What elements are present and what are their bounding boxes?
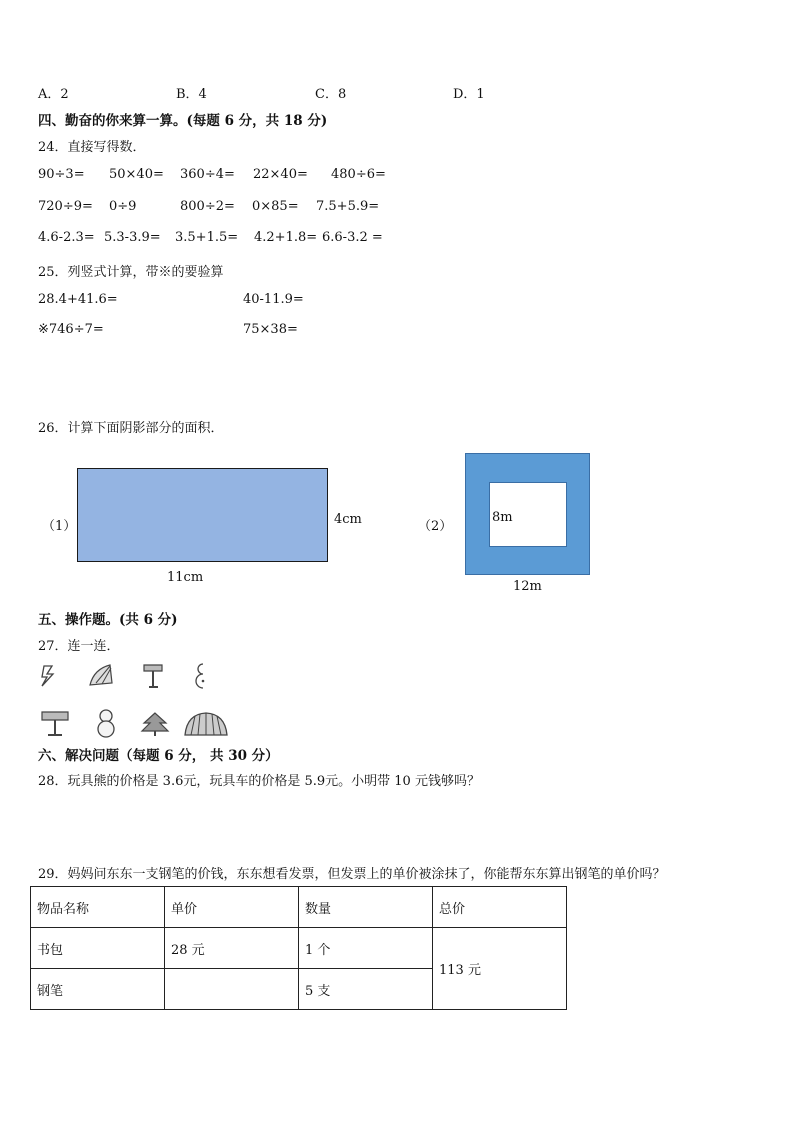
shaded-rectangle [77, 468, 328, 562]
table-header-cell: 单价 [165, 887, 299, 928]
calc-item: 22×40= [253, 167, 308, 182]
calc-item: 6.6-3.2 = [322, 230, 383, 245]
calc-item: 5.3-3.9= [104, 230, 161, 245]
table-row [31, 928, 567, 969]
figure-1-width-label: 11cm [167, 570, 204, 585]
table-cell: 书包 [31, 928, 165, 969]
umbrella-icon [183, 711, 229, 739]
shaded-square-frame [465, 453, 590, 575]
figure-2-tag: （2） [418, 519, 453, 534]
unit-price-blank-cell [165, 969, 299, 1010]
half-table-lamp-icon [142, 663, 164, 689]
vertical-calc-item: 75×38= [243, 322, 298, 337]
section-5-title: 五、操作题。(共 6 分) [38, 612, 178, 628]
calc-item: 4.6-2.3= [38, 230, 95, 245]
option-b: B．4 [176, 87, 207, 102]
table-header-row [31, 887, 567, 928]
figure-2-inner-label: 8m [492, 510, 513, 525]
tree-icon [140, 711, 170, 737]
section-4-title: 四、勤奋的你来算一算。(每题 6 分，共 18 分) [38, 113, 328, 129]
vertical-calc-item: ※746÷7= [38, 322, 104, 337]
calc-item: 480÷6= [331, 167, 386, 182]
calc-item: 50×40= [109, 167, 164, 182]
figure-2-outer-label: 12m [513, 579, 542, 594]
section-6-title: 六、解决问题（每题 6 分， 共 30 分） [38, 748, 279, 764]
total-price-cell: 113 元 [433, 928, 567, 1010]
calc-item: 360÷4= [180, 167, 235, 182]
calc-item: 800÷2= [180, 199, 235, 214]
option-d: D．1 [453, 87, 485, 102]
table-cell: 28 元 [165, 928, 299, 969]
option-c: C．8 [315, 87, 347, 102]
half-lightning-icon [40, 664, 58, 688]
table-cell: 5 支 [299, 969, 433, 1010]
calc-item: 0×85= [252, 199, 299, 214]
calc-item: 720÷9= [38, 199, 93, 214]
table-header-cell: 物品名称 [31, 887, 165, 928]
snowman-icon [95, 708, 117, 738]
figure-1-height-label: 4cm [334, 512, 362, 527]
figure-1-tag: （1） [42, 519, 77, 534]
table-cell: 1 个 [299, 928, 433, 969]
q27-label: 27．连一连． [38, 639, 120, 654]
q29-text: 29．妈妈问东东一支钢笔的价钱，东东想看发票，但发票上的单价被涂抹了，你能帮东东算出钢笔的单价吗？ [38, 867, 666, 882]
vertical-calc-item: 40-11.9= [243, 292, 304, 307]
calc-item: 90÷3= [38, 167, 85, 182]
vertical-calc-item: 28.4+41.6= [38, 292, 118, 307]
q28-text: 28．玩具熊的价格是 3.6元，玩具车的价格是 5.9元。小明带 10 元钱够吗？ [38, 774, 480, 789]
q25-label: 25．列竖式计算，带※的要验算 [38, 265, 224, 280]
option-a: A．2 [38, 87, 69, 102]
calc-item: 0÷9 [109, 199, 137, 214]
lamp-icon [40, 710, 70, 738]
half-umbrella-icon [88, 663, 114, 687]
table-cell: 钢笔 [31, 969, 165, 1010]
table-header-cell: 数量 [299, 887, 433, 928]
table-header-cell: 总价 [433, 887, 567, 928]
calc-item: 3.5+1.5= [175, 230, 239, 245]
half-snowman-icon [193, 662, 209, 690]
q26-label: 26．计算下面阴影部分的面积． [38, 421, 224, 436]
calc-item: 7.5+5.9= [316, 199, 380, 214]
invoice-table [30, 886, 567, 1010]
calc-item: 4.2+1.8= [254, 230, 318, 245]
q24-label: 24．直接写得数． [38, 140, 146, 155]
